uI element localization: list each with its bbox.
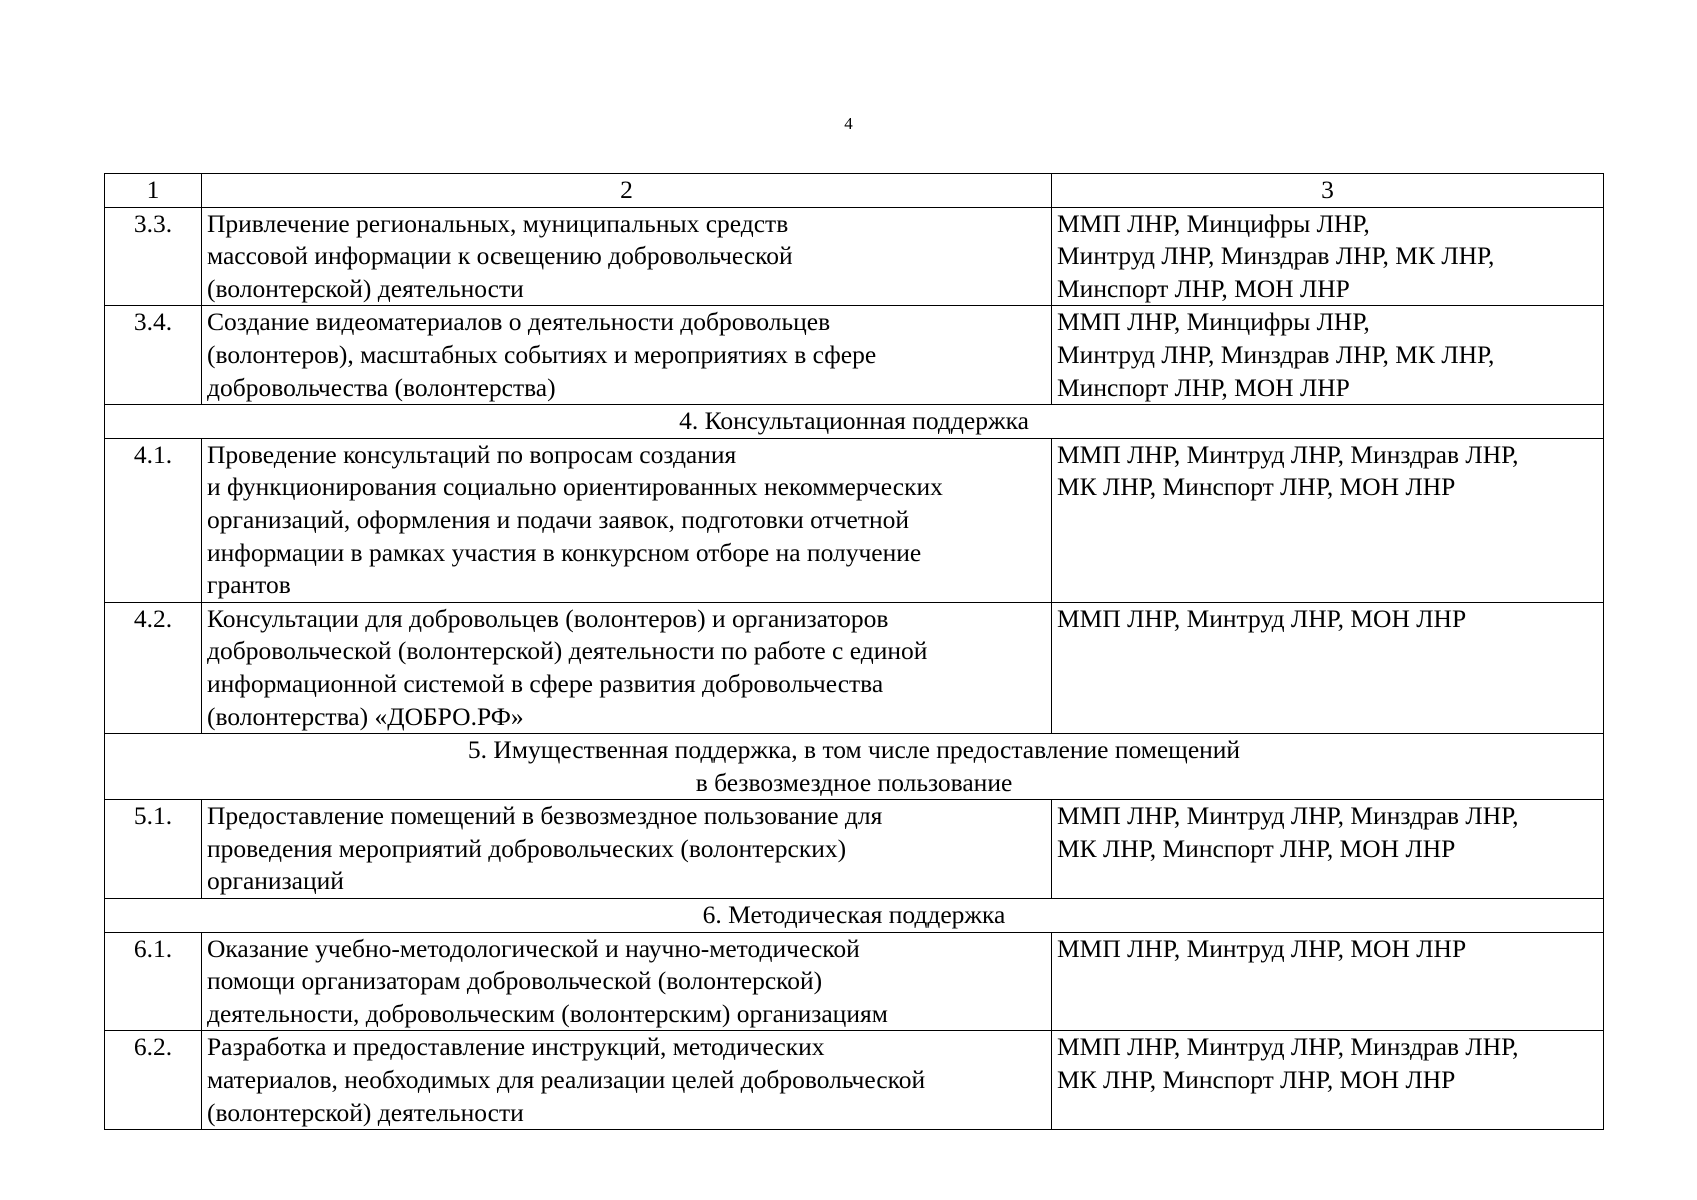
section-heading-row (105, 405, 1604, 439)
description-line: информации в рамках участия в конкурсном отборе на получение (207, 537, 922, 567)
table-row (105, 800, 1604, 899)
description-line: (волонтеров), масштабных событиях и мероприятиях в сфере (207, 339, 877, 369)
section-title-line: 5. Имущественная поддержка, в том числе предоставление помещений (467, 735, 1241, 765)
item-description (202, 602, 1052, 733)
description-line: (волонтерства) «ДОБРО.РФ» (207, 701, 524, 731)
description-line: добровольческой (волонтерской) деятельности по работе с единой (207, 636, 928, 666)
responsible-line: МК ЛНР, Минспорт ЛНР, МОН ЛНР (1057, 472, 1456, 502)
table-row (105, 1031, 1604, 1130)
header-cell-responsible: 3 (1052, 174, 1604, 208)
item-description (202, 800, 1052, 899)
item-responsible (1052, 306, 1604, 405)
section-heading-row (105, 899, 1604, 933)
responsible-line: ММП ЛНР, Минцифры ЛНР, (1057, 208, 1370, 238)
description-line: помощи организаторам добровольческой (волонтерской) (207, 966, 823, 996)
description-line: (волонтерской) деятельности (207, 273, 524, 303)
description-line: организаций, оформления и подачи заявок, подготовки отчетной (207, 504, 910, 534)
section-title-line: 6. Методическая поддержка (702, 900, 1006, 930)
description-line: организаций (207, 866, 344, 896)
item-number: 5.1. (105, 800, 202, 899)
item-description (202, 932, 1052, 1031)
section-title-line: в безвозмездное пользование (695, 767, 1013, 797)
item-number: 6.1. (105, 932, 202, 1031)
description-line: Предоставление помещений в безвозмездное пользование для (207, 801, 883, 831)
item-responsible (1052, 602, 1604, 733)
description-line: информационной системой в сфере развития добровольчества (207, 668, 884, 698)
item-number: 4.2. (105, 602, 202, 733)
item-responsible (1052, 932, 1604, 1031)
description-line: и функционирования социально ориентированных некоммерческих (207, 472, 943, 502)
description-line: (волонтерской) деятельности (207, 1097, 524, 1127)
item-number: 4.1. (105, 438, 202, 602)
section-title (105, 405, 1604, 439)
table-row (105, 602, 1604, 733)
description-line: Разработка и предоставление инструкций, методических (207, 1032, 825, 1062)
description-line: добровольчества (волонтерства) (207, 372, 556, 402)
description-line: деятельности, добровольческим (волонтерским) организациям (207, 998, 888, 1028)
table-row (105, 306, 1604, 405)
responsible-line: МК ЛНР, Минспорт ЛНР, МОН ЛНР (1057, 1065, 1456, 1095)
item-responsible (1052, 438, 1604, 602)
responsible-line: ММП ЛНР, Минтруд ЛНР, Минздрав ЛНР, (1057, 801, 1519, 831)
description-line: проведения мероприятий добровольческих (волонтерских) (207, 833, 847, 863)
description-line: Проведение консультаций по вопросам создания (207, 439, 737, 469)
item-responsible (1052, 207, 1604, 306)
page-number: 4 (844, 114, 853, 133)
table-row (105, 207, 1604, 306)
section-title (105, 899, 1604, 933)
item-number: 3.3. (105, 207, 202, 306)
description-line: материалов, необходимых для реализации целей добровольческой (207, 1065, 926, 1095)
description-line: Создание видеоматериалов о деятельности добровольцев (207, 307, 831, 337)
section-title-line: 4. Консультационная поддержка (679, 406, 1029, 436)
description-line: грантов (207, 570, 291, 600)
description-line: массовой информации к освещению добровольческой (207, 241, 793, 271)
responsible-line: ММП ЛНР, Минтруд ЛНР, Минздрав ЛНР, (1057, 439, 1519, 469)
description-line: Консультации для добровольцев (волонтеров) и организаторов (207, 603, 889, 633)
item-number: 6.2. (105, 1031, 202, 1130)
responsible-line: МК ЛНР, Минспорт ЛНР, МОН ЛНР (1057, 833, 1456, 863)
table-header-row (105, 174, 1604, 208)
description-line: Оказание учебно-методологической и научно-методической (207, 933, 860, 963)
responsible-line: Минспорт ЛНР, МОН ЛНР (1057, 372, 1350, 402)
section-title (105, 734, 1604, 800)
item-description (202, 1031, 1052, 1130)
header-cell-number: 1 (105, 174, 202, 208)
item-description (202, 306, 1052, 405)
header-cell-description: 2 (202, 174, 1052, 208)
item-responsible (1052, 800, 1604, 899)
responsible-line: ММП ЛНР, Минцифры ЛНР, (1057, 307, 1370, 337)
item-responsible (1052, 1031, 1604, 1130)
responsible-line: ММП ЛНР, Минтруд ЛНР, МОН ЛНР (1057, 603, 1467, 633)
item-number: 3.4. (105, 306, 202, 405)
responsible-line: ММП ЛНР, Минтруд ЛНР, Минздрав ЛНР, (1057, 1032, 1519, 1062)
table-body (105, 174, 1604, 1130)
description-line: Привлечение региональных, муниципальных средств (207, 208, 789, 238)
responsible-line: Минтруд ЛНР, Минздрав ЛНР, МК ЛНР, (1057, 241, 1495, 271)
table-row (105, 932, 1604, 1031)
item-description (202, 438, 1052, 602)
responsible-line: Минтруд ЛНР, Минздрав ЛНР, МК ЛНР, (1057, 339, 1495, 369)
responsible-line: Минспорт ЛНР, МОН ЛНР (1057, 273, 1350, 303)
item-description (202, 207, 1052, 306)
measures-table (104, 173, 1604, 1130)
table-row (105, 438, 1604, 602)
responsible-line: ММП ЛНР, Минтруд ЛНР, МОН ЛНР (1057, 933, 1467, 963)
section-heading-row (105, 734, 1604, 800)
